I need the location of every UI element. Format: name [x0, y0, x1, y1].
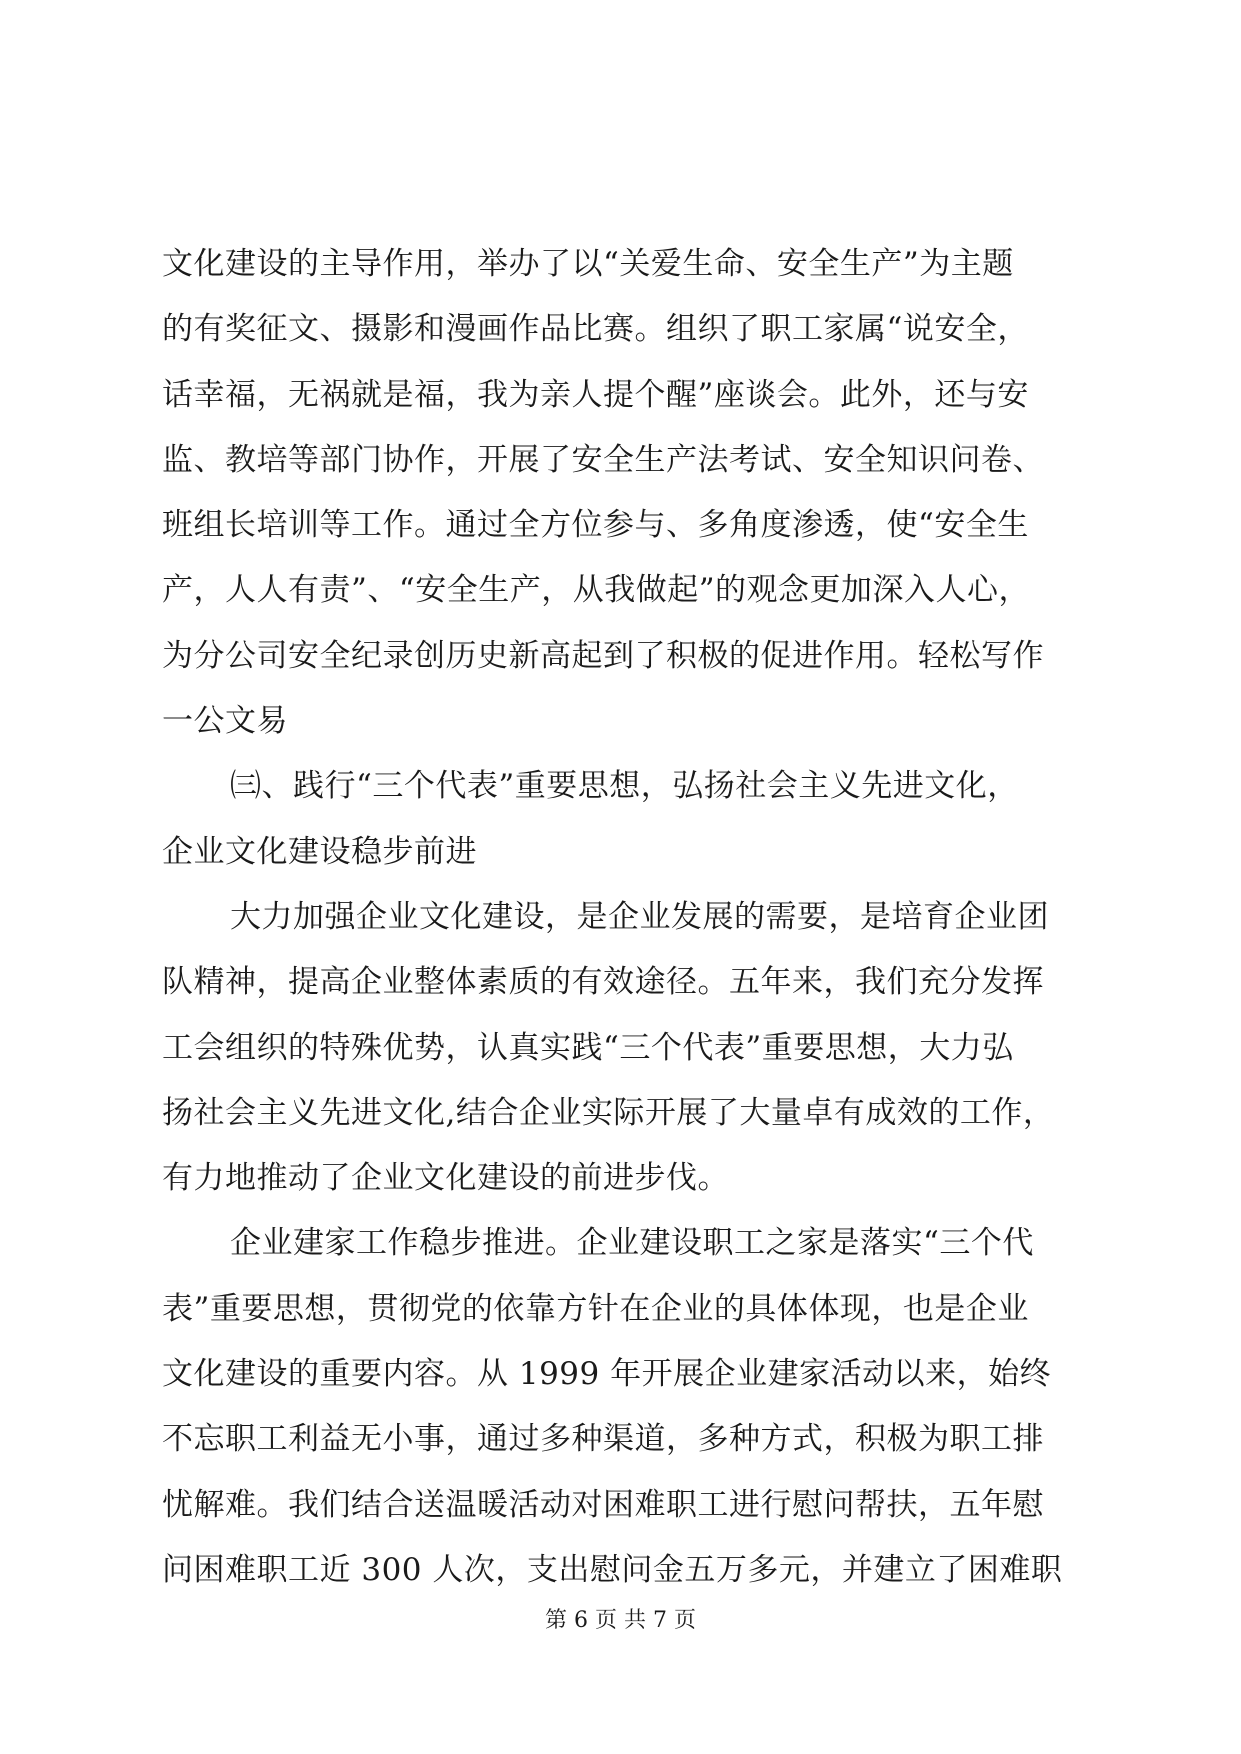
- paragraph-start: 大力加强企业文化建设，是企业发展的需要，是培育企业团: [230, 898, 1049, 935]
- paragraph-start: 企业建家工作稳步推进。企业建设职工之家是落实“三个代: [230, 1225, 1034, 1262]
- text-line: 文化建设的主导作用，举办了以“关爱生命、安全生产”为主题: [162, 246, 1014, 282]
- text-line: 一公文易: [162, 703, 288, 740]
- text-line: 问困难职工近 300 人次，支出慰问金五万多元，并建立了困难职: [162, 1551, 1063, 1588]
- text-line: 扬社会主义先进文化,结合企业实际开展了大量卓有成效的工作，: [162, 1094, 1055, 1131]
- text-line: 队精神，提高企业整体素质的有效途径。五年来，我们充分发挥: [162, 964, 1044, 1001]
- text-line: 不忘职工利益无小事，通过多种渠道，多种方式，积极为职工排: [162, 1421, 1044, 1458]
- text-line: 为分公司安全纪录创历史新高起到了积极的促进作用。轻松写作: [162, 637, 1044, 674]
- text-line: 班组长培训等工作。通过全方位参与、多角度渗透，使“安全生: [162, 507, 1029, 544]
- section-heading-continued: 企业文化建设稳步前进: [162, 833, 477, 870]
- section-heading: ㈢、践行“三个代表”重要思想，弘扬社会主义先进文化，: [230, 768, 1019, 805]
- text-line: 忧解难。我们结合送温暖活动对困难职工进行慰问帮扶，五年慰: [162, 1486, 1044, 1523]
- text-line: 工会组织的特殊优势，认真实践“三个代表”重要思想，大力弘: [162, 1029, 1014, 1066]
- text-line: 监、教培等部门协作，开展了安全生产法考试、安全知识问卷、: [162, 441, 1044, 478]
- body-text: [162, 232, 1092, 1603]
- text-line: 话幸福，无祸就是福，我为亲人提个醒”座谈会。此外，还与安: [162, 376, 1029, 413]
- text-line: 有力地推动了企业文化建设的前进步伐。: [162, 1160, 729, 1197]
- page-number-footer: 第 6 页 共 7 页: [545, 1608, 696, 1633]
- text-line: 表”重要思想，贯彻党的依靠方针在企业的具体体现，也是企业: [162, 1290, 1029, 1327]
- text-line: 文化建设的重要内容。从 1999 年开展企业建家活动以来，始终: [162, 1356, 1052, 1393]
- text-line: 产，人人有责”、“安全生产，从我做起”的观念更加深入人心，: [162, 572, 1031, 609]
- text-line: 的有奖征文、摄影和漫画作品比赛。组织了职工家属“说安全，: [162, 311, 1029, 348]
